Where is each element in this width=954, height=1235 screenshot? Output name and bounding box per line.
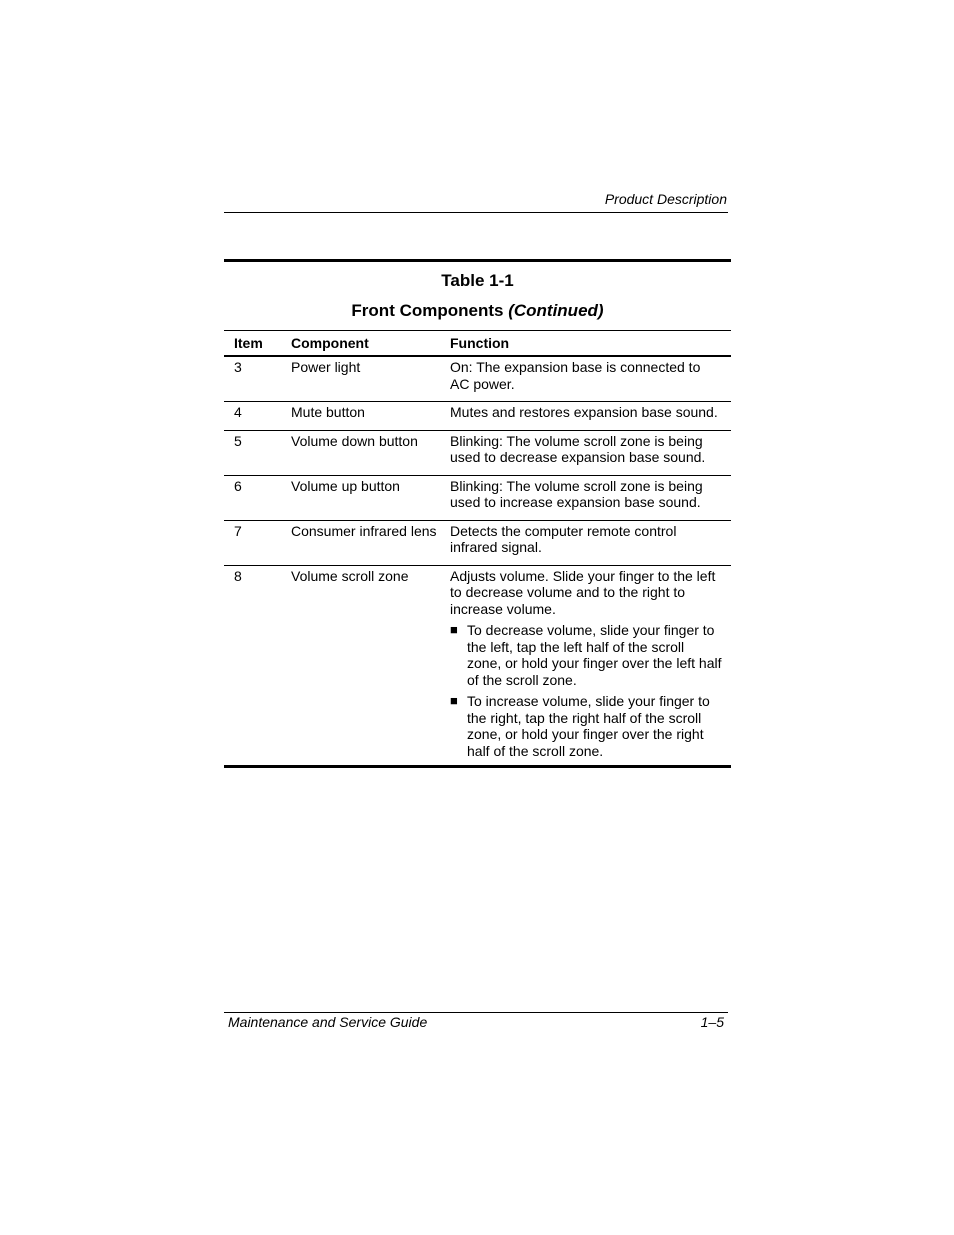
table-row — [224, 357, 731, 402]
table-title — [224, 299, 731, 323]
row-function: Mutes and restores expansion base sound. — [450, 404, 718, 420]
row-component: Consumer infrared lens — [291, 522, 437, 539]
table-row — [224, 431, 731, 476]
components-table — [224, 259, 731, 768]
table-row — [224, 402, 731, 431]
page-number: 1–5 — [700, 1014, 724, 1030]
row-component: Power light — [291, 359, 361, 375]
row-function: Blinking: The volume scroll zone is being used to increase expansion base sound. — [450, 477, 703, 510]
running-header: Product Description — [604, 191, 727, 207]
row-function: Detects the computer remote control infrared signal. — [450, 522, 677, 555]
row-item: 6 — [234, 477, 242, 494]
row-function: Adjusts volume. Slide your finger to the left to decrease volume and to the right to increase volume. — [450, 567, 716, 617]
table-caption: Table 1-1 — [441, 271, 514, 290]
row-item: 4 — [234, 404, 242, 420]
row-function: Blinking: The volume scroll zone is being used to decrease expansion base sound. — [450, 432, 706, 465]
column-header-item: Item — [234, 335, 263, 351]
row-component: Volume scroll zone — [291, 567, 409, 584]
row-item: 5 — [234, 432, 242, 449]
row-function-cell — [450, 568, 722, 760]
footer-rule — [224, 1012, 728, 1013]
column-header-component: Component — [291, 335, 369, 351]
bullet-text: To increase volume, slide your finger to the right, tap the right half of the scroll zone, or hold your finger over the right half of the scroll zone. — [467, 693, 710, 759]
row-item: 8 — [234, 567, 242, 584]
table-title-suffix: (Continued) — [508, 301, 604, 320]
header-rule — [224, 212, 728, 213]
table-title-text: Front Components — [351, 301, 504, 320]
row-component: Volume down button — [291, 432, 418, 449]
table-row — [224, 566, 731, 769]
table-row — [224, 476, 731, 521]
row-component: Volume up button — [291, 477, 400, 494]
column-header-function: Function — [450, 335, 510, 351]
table-header-row — [224, 330, 731, 357]
row-item: 3 — [234, 359, 242, 375]
footer-guide-title: Maintenance and Service Guide — [228, 1014, 428, 1030]
row-item: 7 — [234, 522, 242, 539]
bullet-text: To decrease volume, slide your finger to the left, tap the left half of the scroll zone, or hold your finger over the left half of the scroll zone. — [467, 622, 722, 688]
square-bullet-icon: ■ — [450, 622, 458, 637]
bullet-item — [450, 693, 722, 759]
square-bullet-icon: ■ — [450, 693, 458, 708]
table-row — [224, 521, 731, 566]
row-component: Mute button — [291, 404, 365, 420]
bullet-item — [450, 622, 722, 688]
row-function: On: The expansion base is connected to AC power. — [450, 359, 701, 392]
